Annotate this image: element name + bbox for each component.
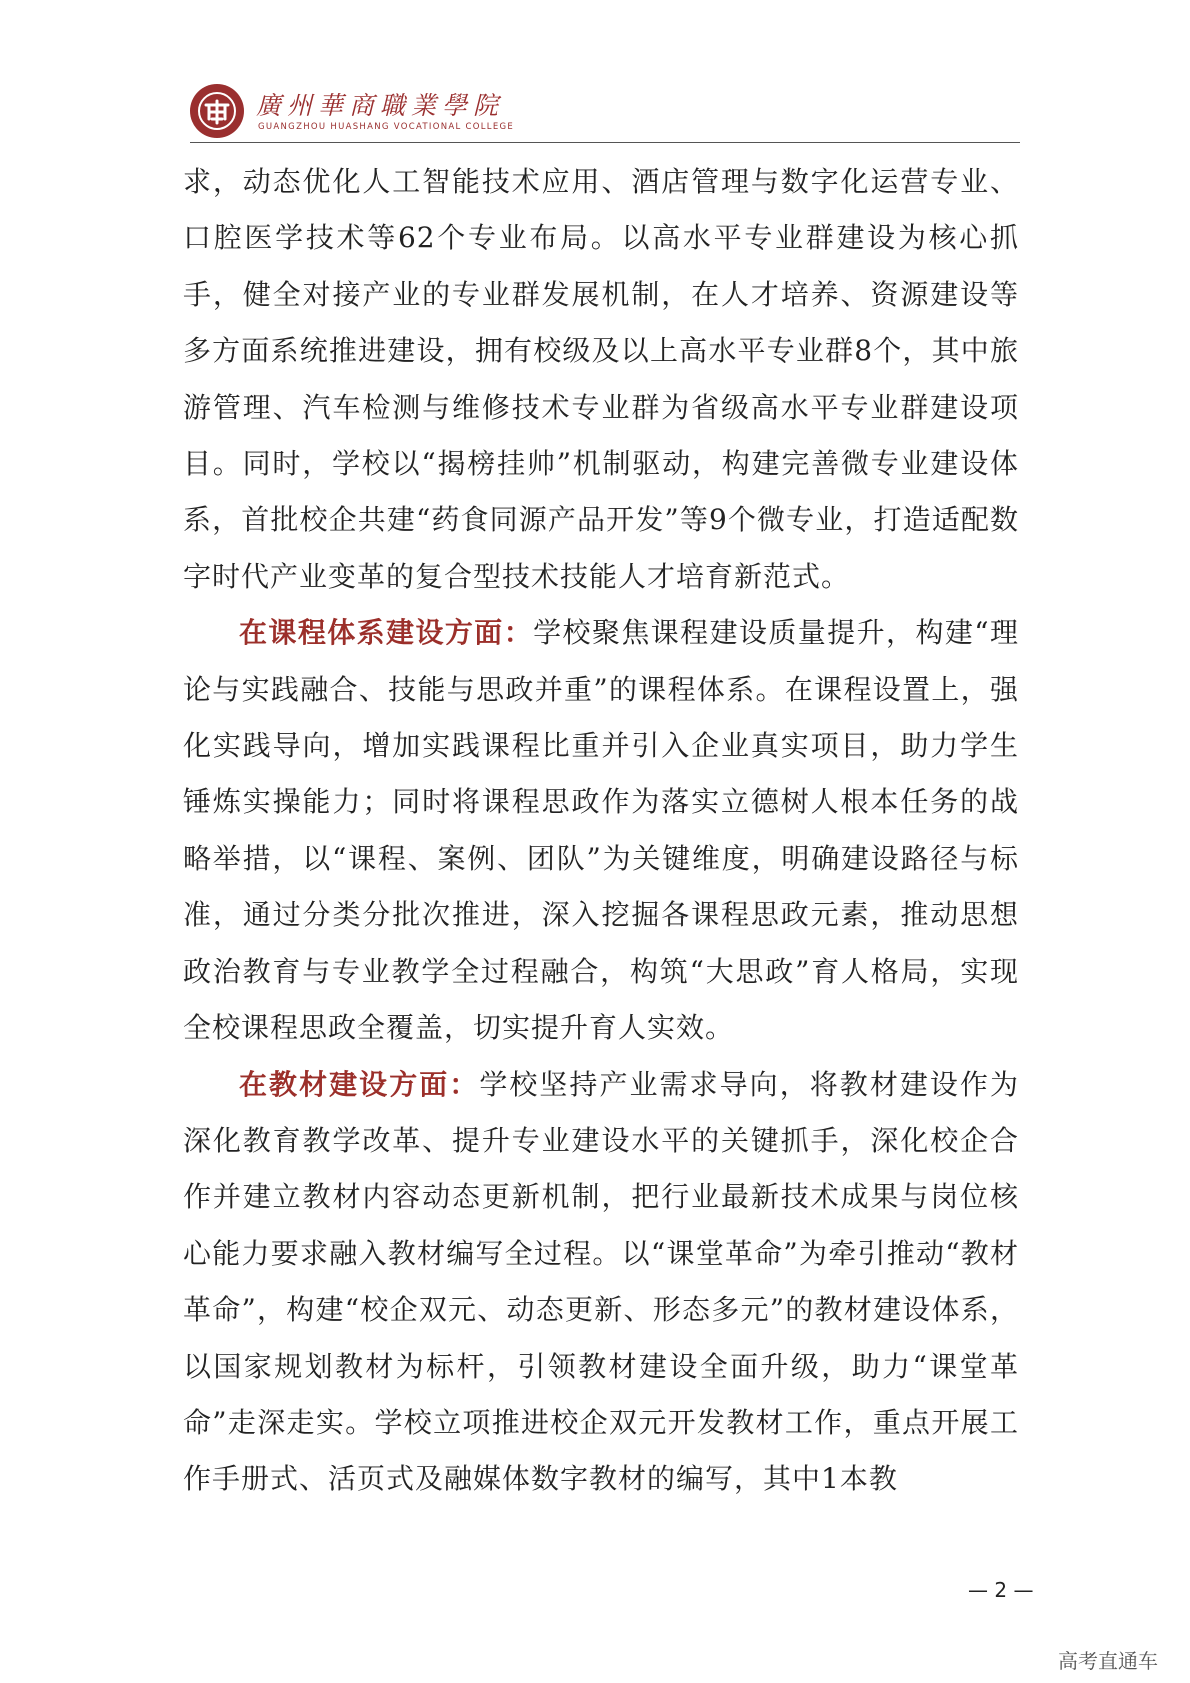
paragraph-2 bbox=[183, 605, 1019, 1056]
paragraph-3-lead: 在教材建设方面： bbox=[239, 1067, 480, 1101]
page-number: — 2 — bbox=[968, 1578, 1034, 1602]
paragraph-3-text: 学校坚持产业需求导向，将教材建设作为深化教育教学改革、提升专业建设水平的关键抓手，深化校企合作并建立教材内容动态更新机制，把行业最新技术成果与岗位核心能力要求融入教材编写全过程。以“课堂革命”为牵引推动“教材革命”，构建“校企双元、动态更新、形态多元”的教材建设体系，以国家规划教材为标杆，引领教材建设全面升级，助力“课堂革命”走深走实。学校立项推进校企双元开发教材工作，重点开展工作手册式、活页式及融媒体数字教材的编写，其中1本教 bbox=[183, 1067, 1019, 1496]
document-header bbox=[190, 78, 1020, 144]
watermark-text: 高考直通车 bbox=[1058, 1649, 1158, 1673]
school-emblem-icon bbox=[190, 84, 244, 138]
school-name-en: GUANGZHOU HUASHANG VOCATIONAL COLLEGE bbox=[258, 122, 515, 132]
header-divider bbox=[190, 142, 1020, 143]
document-body bbox=[183, 154, 1019, 1508]
school-name-cn: 廣州華商職業學院 bbox=[256, 91, 505, 120]
paragraph-2-lead: 在课程体系建设方面： bbox=[239, 616, 534, 650]
paragraph-3 bbox=[183, 1057, 1019, 1508]
paragraph-2-text: 学校聚焦课程建设质量提升，构建“理论与实践融合、技能与思政并重”的课程体系。在课程设置上，强化实践导向，增加实践课程比重并引入企业真实项目，助力学生锤炼实操能力；同时将课程思政作为落实立德树人根本任务的战略举措，以“课程、案例、团队”为关键维度，明确建设路径与标准，通过分类分批次推进，深入挖掘各课程思政元素，推动思想政治教育与专业教学全过程融合，构筑“大思政”育人格局，实现全校课程思政全覆盖，切实提升育人实效。 bbox=[183, 616, 1019, 1045]
paragraph-1: 求，动态优化人工智能技术应用、酒店管理与数字化运营专业、口腔医学技术等62个专业布局。以高水平专业群建设为核心抓手，健全对接产业的专业群发展机制，在人才培养、资源建设等多方面系统推进建设，拥有校级及以上高水平专业群8个，其中旅游管理、汽车检测与维修技术专业群为省级高水平专业群建设项目。同时，学校以“揭榜挂帅”机制驱动，构建完善微专业建设体系，首批校企共建“药食同源产品开发”等9个微专业，打造适配数字时代产业变革的复合型技术技能人才培育新范式。 bbox=[183, 165, 1019, 593]
